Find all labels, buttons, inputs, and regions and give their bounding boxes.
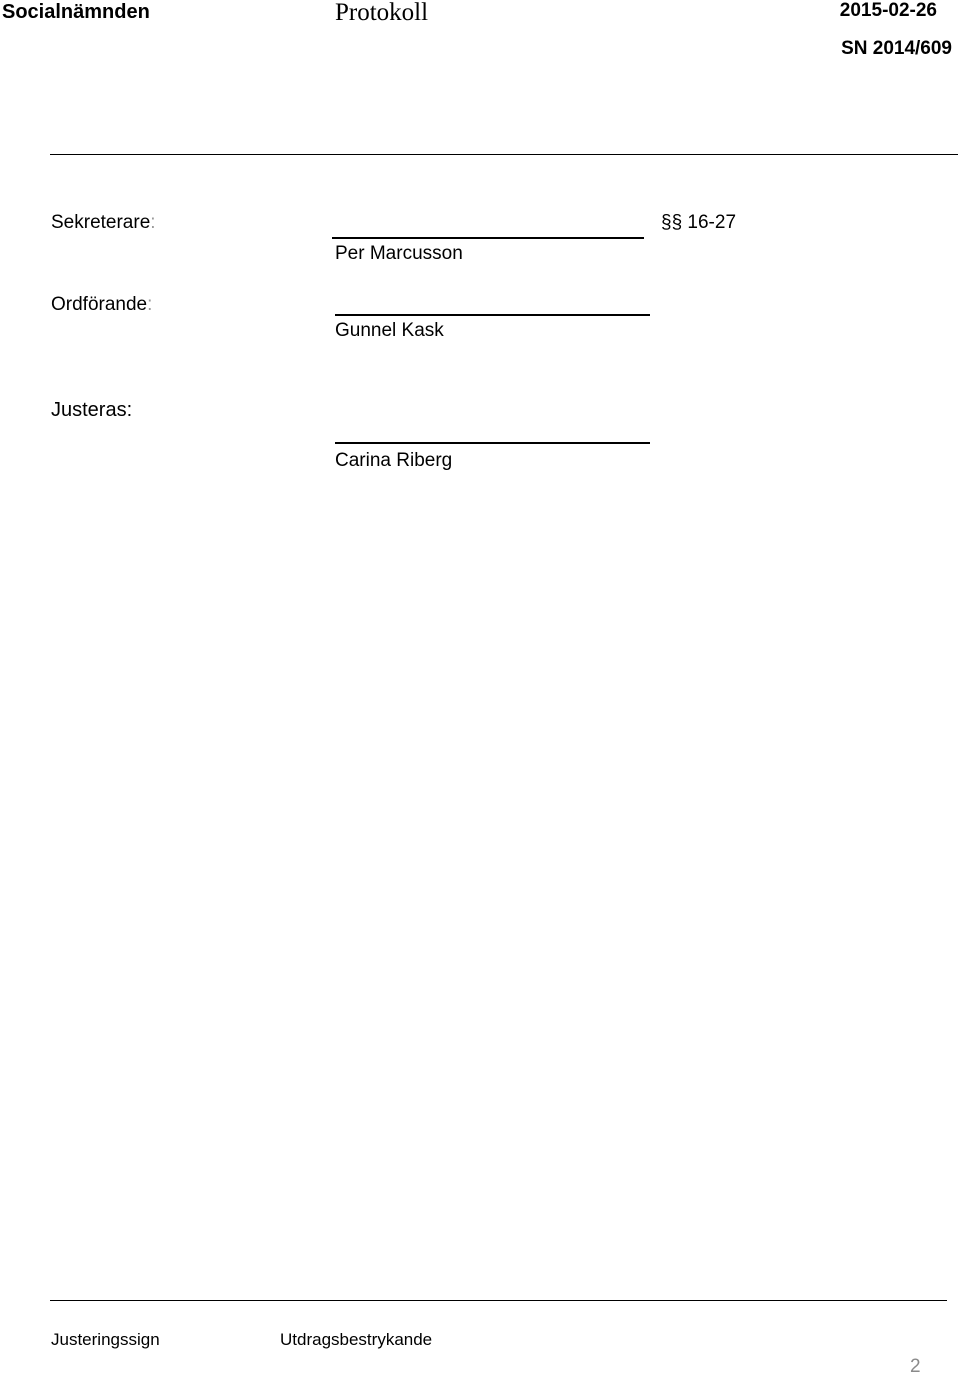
footer-divider xyxy=(50,1300,947,1301)
secretary-signature-line xyxy=(332,237,644,239)
header-divider xyxy=(50,154,958,155)
chair-signature-line xyxy=(335,314,650,316)
page-number: 2 xyxy=(910,1356,921,1377)
secretary-label xyxy=(51,212,156,234)
meeting-date: 2015-02-26 xyxy=(839,0,937,21)
extract-certifier-label: Utdragsbestrykande xyxy=(280,1330,433,1349)
secretary-label-text: Sekreterare xyxy=(51,212,151,233)
chair-label-text: Ordförande xyxy=(51,294,148,315)
secretary-name: Per Marcusson xyxy=(335,243,463,264)
case-number: SN 2014/609 xyxy=(841,38,952,59)
organization-name: Socialnämnden xyxy=(2,1,150,23)
adjuster-label: Justeras: xyxy=(51,399,133,421)
chair-label xyxy=(51,294,152,316)
chair-name: Gunnel Kask xyxy=(335,320,444,341)
secretary-label-colon: : xyxy=(150,212,156,233)
document-title: Protokoll xyxy=(335,0,429,26)
adjuster-name: Carina Riberg xyxy=(335,450,453,471)
paragraph-range: §§ 16-27 xyxy=(661,212,737,233)
adjuster-initials-label: Justeringssign xyxy=(51,1330,160,1349)
chair-label-colon: : xyxy=(147,294,153,315)
adjuster-signature-line xyxy=(335,442,650,444)
